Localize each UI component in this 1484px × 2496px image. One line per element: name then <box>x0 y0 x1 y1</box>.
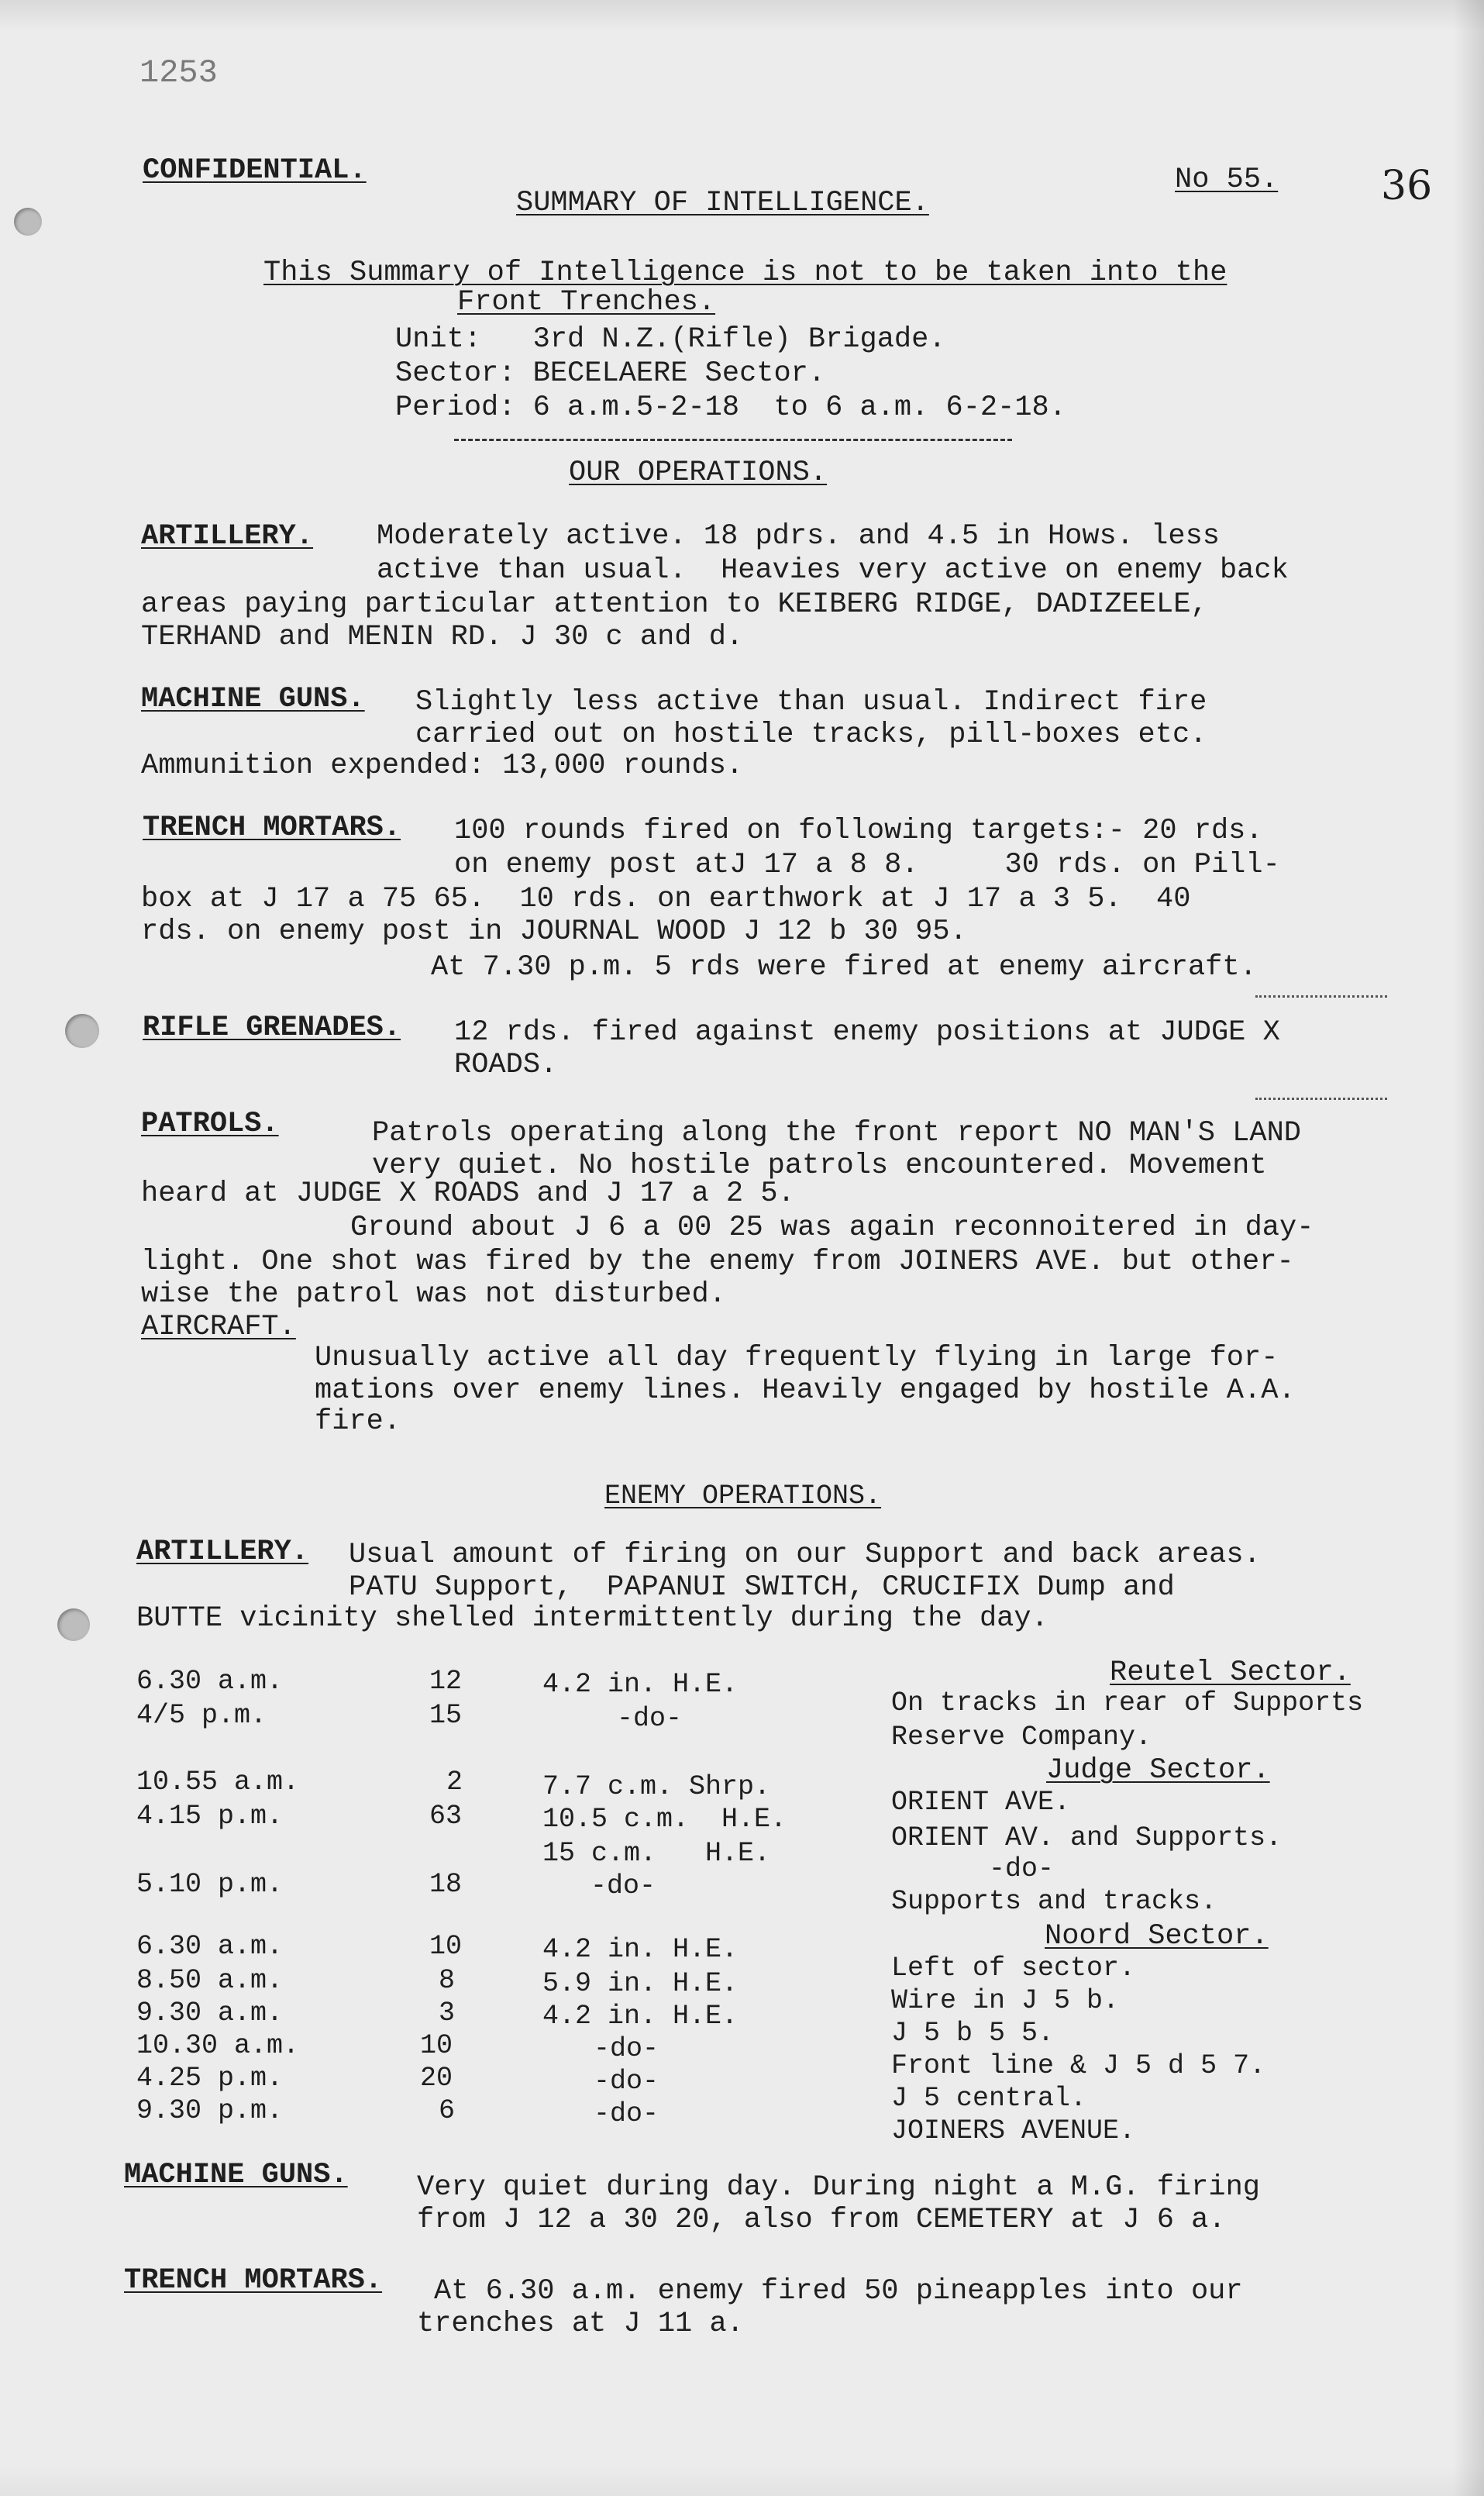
enemy-artillery-line-2: PATU Support, PAPANUI SWITCH, CRUCIFIX Dump and <box>349 1571 1175 1604</box>
time-cell: 10.30 a.m. <box>136 2030 300 2061</box>
target-cell: J 5 b 5 5. <box>891 2018 1055 2049</box>
our-aircraft-line-3: fire. <box>315 1405 401 1438</box>
our-rifle-grenades-label: RIFLE GRENADES. <box>143 1012 401 1044</box>
our-artillery-label: ARTILLERY. <box>141 520 314 553</box>
rounds-cell: 12 <box>429 1666 463 1697</box>
classification: CONFIDENTIAL. <box>143 154 367 187</box>
shell-cell: -do- <box>594 2033 659 2064</box>
rounds-cell: 3 <box>439 1998 456 2029</box>
target-cell: Front line & J 5 d 5 7. <box>891 2050 1266 2081</box>
target-cell: On tracks in rear of Supports <box>891 1688 1364 1719</box>
our-machine-guns-label: MACHINE GUNS. <box>141 683 365 715</box>
time-cell: 10.55 a.m. <box>136 1767 300 1798</box>
archive-number: 1253 <box>139 54 218 91</box>
our-trench-mortars-line-2: on enemy post atJ 17 a 8 8. 30 rds. on Pill- <box>454 849 1280 881</box>
target-cell: -do- <box>989 1853 1055 1884</box>
our-rifle-grenades-line-2: ROADS. <box>454 1049 558 1081</box>
rounds-cell: 8 <box>439 1965 456 1996</box>
notice-line-2: Front Trenches. <box>457 286 716 319</box>
enemy-machine-guns-line-2: from J 12 a 30 20, also from CEMETERY at J 6 a. <box>417 2204 1226 2236</box>
shell-cell: 10.5 c.m. H.E. <box>542 1804 787 1835</box>
rounds-cell: 63 <box>429 1801 463 1832</box>
shell-cell: 7.7 c.m. Shrp. <box>542 1771 771 1802</box>
our-rifle-grenades-line-1: 12 rds. fired against enemy positions at JUDGE X <box>454 1016 1280 1049</box>
enemy-machine-guns-line-1: Very quiet during day. During night a M.G. firing <box>417 2171 1260 2204</box>
rounds-cell: 6 <box>439 2095 456 2126</box>
shell-cell: 4.2 in. H.E. <box>542 1669 739 1700</box>
our-trench-mortars-line-4: rds. on enemy post in JOURNAL WOOD J 12 b 30 95. <box>141 915 967 948</box>
enemy-artillery-line-1: Usual amount of firing on our Support and back areas. <box>349 1539 1261 1571</box>
sector-line: Sector: BECELAERE Sector. <box>395 357 826 390</box>
summary-number: No 55. <box>1175 164 1279 196</box>
target-cell: ORIENT AVE. <box>891 1787 1071 1818</box>
table-row: 6.30 a.m. <box>136 1666 284 1697</box>
time-cell: 9.30 a.m. <box>136 1998 284 2029</box>
our-patrols-line-4: Ground about J 6 a 00 25 was again reconnoitered in day- <box>350 1212 1314 1244</box>
our-aircraft-line-2: mations over enemy lines. Heavily engaged by hostile A.A. <box>315 1374 1296 1407</box>
target-cell: J 5 central. <box>891 2083 1087 2114</box>
our-trench-mortars-line-1: 100 rounds fired on following targets:- 20 rds. <box>454 815 1263 847</box>
shell-cell: 4.2 in. H.E. <box>542 2001 739 2032</box>
enemy-trench-mortars-label: TRENCH MORTARS. <box>124 2264 383 2297</box>
time-cell: 9.30 p.m. <box>136 2095 284 2126</box>
time-cell: 4.25 p.m. <box>136 2063 284 2094</box>
our-trench-mortars-line-3: box at J 17 a 75 65. 10 rds. on earthwork at J 17 a 3 5. 40 <box>141 883 1191 915</box>
shell-cell: -do- <box>617 1703 683 1734</box>
page-number: 36 <box>1381 163 1433 209</box>
enemy-machine-guns-label: MACHINE GUNS. <box>124 2159 348 2191</box>
our-aircraft-line-1: Unusually active all day frequently flying in large for- <box>315 1342 1279 1374</box>
sector-heading-noord: Noord Sector. <box>1045 1920 1269 1953</box>
shell-cell: -do- <box>591 1870 656 1901</box>
our-artillery-line-3: areas paying particular attention to KEIBERG RIDGE, DADIZEELE, <box>141 588 1208 621</box>
punch-hole <box>57 1608 90 1641</box>
our-patrols-line-2: very quiet. No hostile patrols encountered. Movement <box>372 1150 1267 1182</box>
time-cell: 8.50 a.m. <box>136 1965 284 1996</box>
unit-line: Unit: 3rd N.Z.(Rifle) Brigade. <box>395 323 946 356</box>
shell-cell: -do- <box>594 2098 659 2129</box>
our-aircraft-label: AIRCRAFT. <box>141 1311 296 1343</box>
sector-heading-reutel: Reutel Sector. <box>1110 1657 1351 1689</box>
rounds-cell: 10 <box>429 1931 463 1962</box>
shell-cell: -do- <box>594 2066 659 2097</box>
our-artillery-line-4: TERHAND and MENIN RD. J 30 c and d. <box>141 621 744 653</box>
target-cell: Wire in J 5 b. <box>891 1985 1120 2016</box>
rounds-cell: 15 <box>429 1700 463 1731</box>
shell-cell: 4.2 in. H.E. <box>542 1934 739 1965</box>
our-machine-guns-line-1: Slightly less active than usual. Indirect fire <box>415 686 1207 719</box>
enemy-artillery-line-3: BUTTE vicinity shelled intermittently during the day. <box>136 1602 1048 1635</box>
our-patrols-line-6: wise the patrol was not disturbed. <box>141 1278 726 1311</box>
time-cell: 6.30 a.m. <box>136 1931 284 1962</box>
time-cell: 4.15 p.m. <box>136 1801 284 1832</box>
time-cell: 4/5 p.m. <box>136 1700 267 1731</box>
enemy-operations-heading: ENEMY OPERATIONS. <box>604 1481 882 1512</box>
sector-heading-judge: Judge Sector. <box>1046 1754 1270 1787</box>
our-patrols-line-5: light. One shot was fired by the enemy from JOINERS AVE. but other- <box>141 1246 1294 1278</box>
separator-dashes <box>454 439 1012 441</box>
our-trench-mortars-label: TRENCH MORTARS. <box>143 812 401 844</box>
our-artillery-line-2: active than usual. Heavies very active on enemy back <box>377 554 1289 587</box>
punch-hole <box>65 1014 99 1048</box>
document-title: SUMMARY OF INTELLIGENCE. <box>516 187 929 219</box>
rounds-cell: 2 <box>446 1767 463 1798</box>
time-cell: 5.10 p.m. <box>136 1869 284 1900</box>
our-patrols-line-3: heard at JUDGE X ROADS and J 17 a 2 5. <box>141 1177 795 1210</box>
rounds-cell: 10 <box>420 2030 453 2061</box>
target-cell: Supports and tracks. <box>891 1886 1217 1917</box>
notice-line-1: This Summary of Intelligence is not to be taken into the <box>263 257 1227 289</box>
our-machine-guns-line-2: carried out on hostile tracks, pill-boxes etc. <box>415 719 1207 751</box>
enemy-trench-mortars-line-1: At 6.30 a.m. enemy fired 50 pineapples into our <box>434 2275 1243 2308</box>
our-operations-heading: OUR OPERATIONS. <box>569 457 828 489</box>
shell-cell: 5.9 in. H.E. <box>542 1968 739 1999</box>
our-patrols-line-1: Patrols operating along the front report NO MAN'S LAND <box>372 1117 1301 1150</box>
faint-marks <box>1255 1098 1387 1100</box>
target-cell: JOINERS AVENUE. <box>891 2115 1136 2146</box>
rounds-cell: 20 <box>420 2063 453 2094</box>
target-cell: Left of sector. <box>891 1953 1136 1984</box>
our-artillery-line-1: Moderately active. 18 pdrs. and 4.5 in Hows. less <box>377 520 1220 553</box>
punch-hole <box>14 208 42 236</box>
enemy-trench-mortars-line-2: trenches at J 11 a. <box>417 2308 744 2340</box>
our-patrols-label: PATROLS. <box>141 1108 279 1140</box>
enemy-artillery-label: ARTILLERY. <box>136 1536 309 1568</box>
target-cell: ORIENT AV. and Supports. <box>891 1822 1283 1853</box>
period-line: Period: 6 a.m.5-2-18 to 6 a.m. 6-2-18. <box>395 391 1066 424</box>
faint-marks <box>1255 995 1387 998</box>
rounds-cell: 18 <box>429 1869 463 1900</box>
our-trench-mortars-line-5: At 7.30 p.m. 5 rds were fired at enemy aircraft. <box>431 951 1257 984</box>
shell-cell: 15 c.m. H.E. <box>542 1838 771 1869</box>
target-cell: Reserve Company. <box>891 1722 1152 1753</box>
our-machine-guns-line-3: Ammunition expended: 13,000 rounds. <box>141 750 744 782</box>
